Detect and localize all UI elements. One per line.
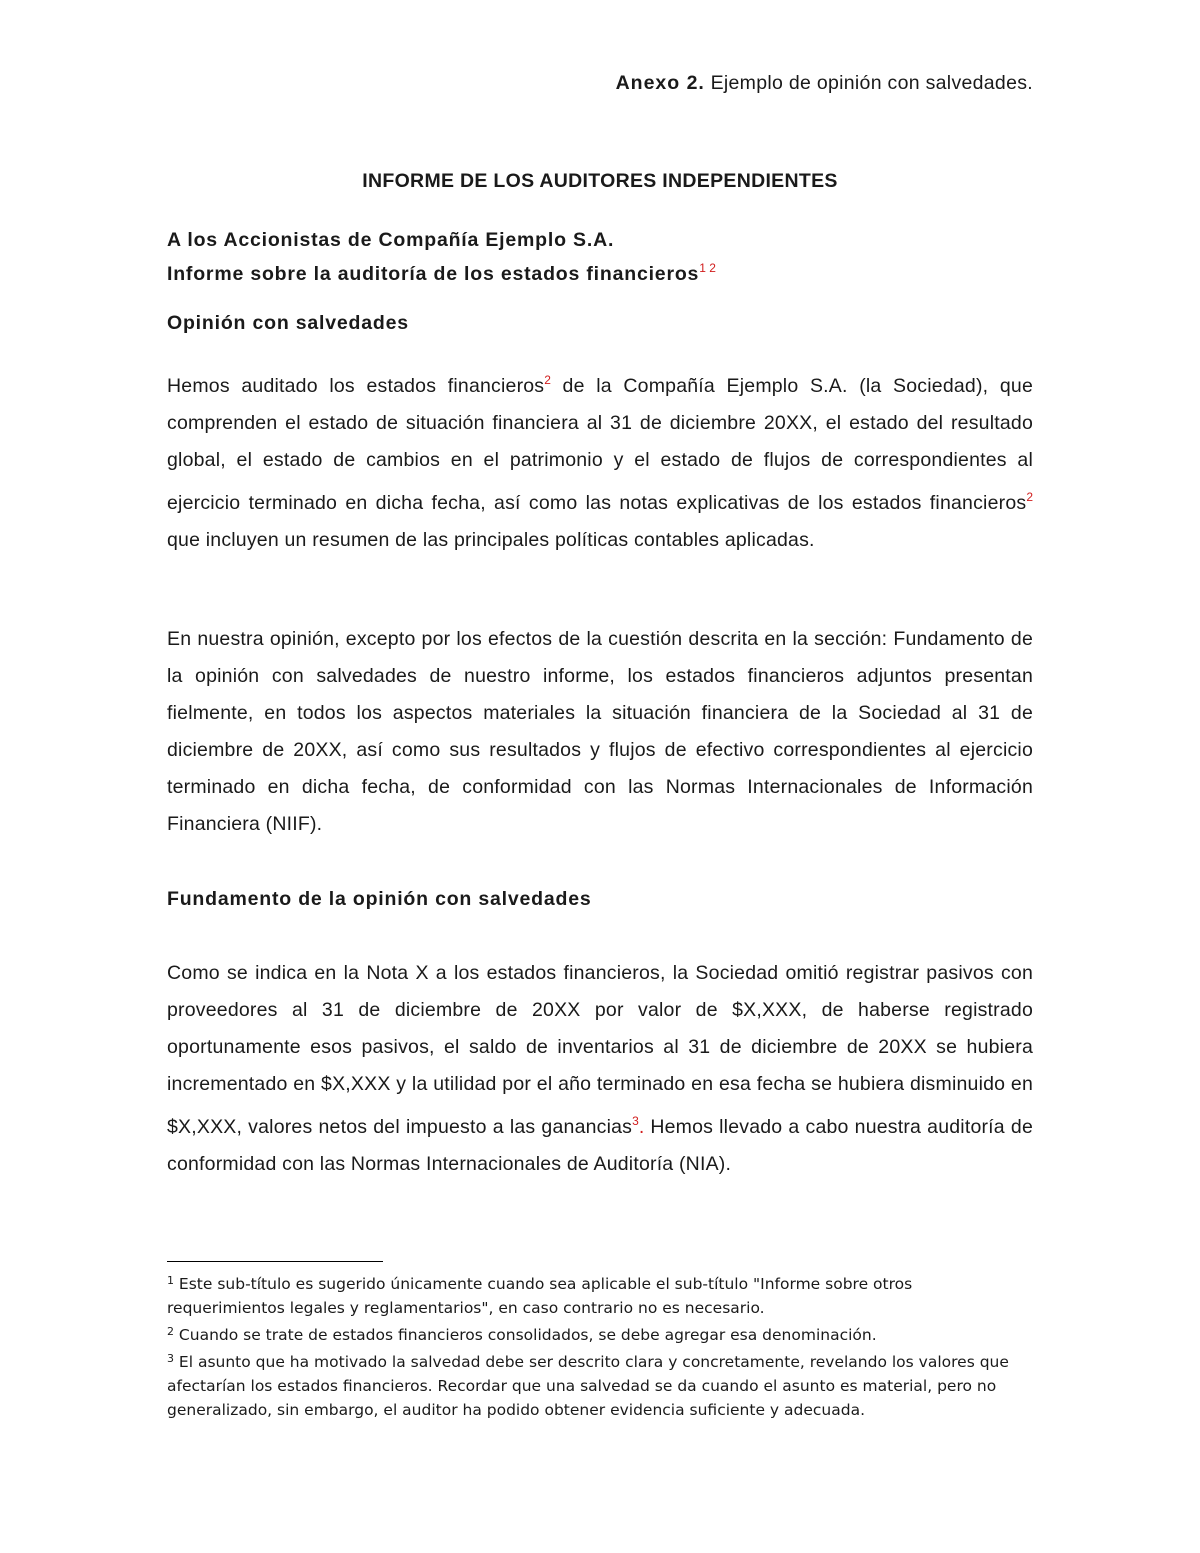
footnote <box>167 1269 1033 1320</box>
opinion-paragraph-2: En nuestra opinión, excepto por los efectos de la cuestión descrita en la sección: Fundamento de la opinión con salvedades de nuestro informe, los estados financieros adjuntos presentan fielmente, en todos los aspectos materiales la situación financiera de la Sociedad al 31 de diciembre de 20XX, así como sus resultados y flujos de efectivo correspondientes al ejercicio terminado en dicha fecha, de conformidad con las Normas Internacionales de Información Financiera (NIIF). <box>167 628 1033 835</box>
footnote-text: Cuando se trate de estados financieros consolidados, se debe agregar esa denominación. <box>174 1326 877 1344</box>
footnote-ref-period: . <box>638 1116 645 1138</box>
opinion-paragraph-1 <box>167 362 1033 559</box>
addressee-block <box>167 226 716 288</box>
footnote-separator <box>167 1261 383 1262</box>
paragraph-text: Hemos auditado los estados financieros <box>167 375 545 397</box>
paragraph-text: Hemos llevado a cabo nuestra auditoría de conformidad con las Normas Internacionales de Auditoría (NIA). <box>167 1116 1033 1175</box>
annex-label: Anexo 2. <box>615 72 705 94</box>
footnote-text: El asunto que ha motivado la salvedad debe ser descrito clara y concretamente, revelando los valores que afectarían los estados financieros. Recordar que una salvedad se da cuando el asunto es material, pero no generalizado, sin embargo, el auditor ha podido obtener evidencia suficiente y adecuada. <box>167 1353 1009 1419</box>
footnote-ref[interactable]: 2 <box>1026 490 1033 504</box>
footnote <box>167 1347 1033 1422</box>
footnote-ref[interactable]: 2 <box>544 373 551 387</box>
basis-heading: Fundamento de la opinión con salvedades <box>167 888 592 910</box>
paragraph-text: Como se indica en la Nota X a los estados financieros, la Sociedad omitió registrar pasivos con proveedores al 31 de diciembre de 20XX por valor de $X,XXX, de haberse registrado oportunamente esos pasivos, el saldo de inventarios al 31 de diciembre de 20XX se hubiera incrementado en $X,XXX y la utilidad por el año terminado en esa fecha se hubiera disminuido en $X,XXX, valores netos del impuesto a las ganancias <box>167 962 1033 1138</box>
addressee-line: A los Accionistas de Compañía Ejemplo S.A. <box>167 229 615 251</box>
footnote-ref[interactable]: 3 <box>632 1114 639 1128</box>
report-subtitle <box>167 254 716 288</box>
report-title: INFORME DE LOS AUDITORES INDEPENDIENTES <box>362 170 838 192</box>
paragraph-text: de la Compañía Ejemplo S.A. (la Sociedad), que comprenden el estado de situación financiera al 31 de diciembre 20XX, el estado del resultado global, el estado de cambios en el patrimonio y el estado de flujos de correspondientes al ejercicio terminado en dicha fecha, así como las notas explicativas de los estados financieros <box>167 375 1033 514</box>
footnotes <box>167 1269 1033 1422</box>
paragraph-text: que incluyen un resumen de las principales políticas contables aplicadas. <box>167 529 815 551</box>
footnote-ref[interactable]: 1 2 <box>699 261 716 275</box>
footnote-number: 2 <box>167 1325 174 1338</box>
footnote-number: 3 <box>167 1352 174 1365</box>
annex-caption <box>616 72 1033 95</box>
report-subtitle-text: Informe sobre la auditoría de los estados financieros <box>167 263 700 285</box>
annex-text: Ejemplo de opinión con salvedades. <box>704 72 1033 94</box>
footnote-number: 1 <box>167 1274 174 1287</box>
footnote-text: Este sub-título es sugerido únicamente cuando sea aplicable el sub-título "Informe sobre otros requerimientos legales y reglamentarios", en caso contrario no es necesario. <box>167 1275 913 1317</box>
opinion-heading: Opinión con salvedades <box>167 312 409 334</box>
basis-paragraph <box>167 955 1033 1183</box>
footnote <box>167 1320 1033 1347</box>
